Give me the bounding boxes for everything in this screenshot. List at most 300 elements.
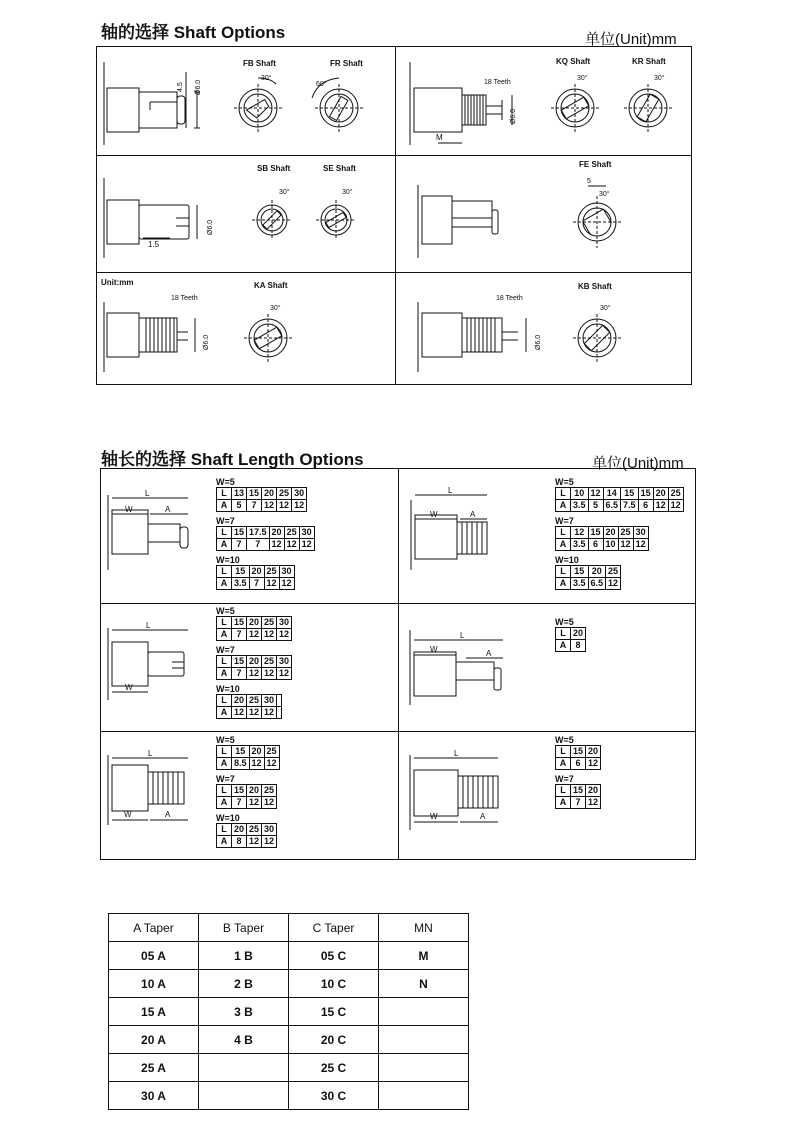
taper-cell: 20 A <box>109 1026 199 1054</box>
table-row <box>217 656 292 668</box>
taper-cell: 3 B <box>199 998 289 1026</box>
sb-angle-label: 30° <box>279 189 290 196</box>
row-key: L <box>556 566 571 578</box>
value-cell: 6 <box>588 539 603 551</box>
kr-angle-label: 30° <box>654 75 665 82</box>
value-cell: 12 <box>247 668 262 680</box>
taper-cell <box>379 998 469 1026</box>
value-cell: 20 <box>586 746 601 758</box>
value-cell: 12 <box>277 668 292 680</box>
taper-cell <box>379 1026 469 1054</box>
value-cell: 12 <box>279 578 294 590</box>
length-table-block <box>216 774 280 809</box>
value-cell: 12 <box>232 707 247 719</box>
table-row <box>556 797 601 809</box>
value-cell: 30 <box>279 566 294 578</box>
length-table-block <box>216 606 292 641</box>
taper-cell: 05 C <box>289 942 379 970</box>
value-cell: 8 <box>571 640 586 652</box>
length-table-block <box>216 477 315 512</box>
kb-angle-label: 30° <box>600 305 611 312</box>
row-key: L <box>217 695 232 707</box>
width-label: W=7 <box>216 645 235 655</box>
taper-cell: M <box>379 942 469 970</box>
value-cell: 20 <box>571 628 586 640</box>
value-cell: 12 <box>247 836 262 848</box>
value-cell: 30 <box>262 824 277 836</box>
kb-dia-label: Ø6.0 <box>535 334 542 350</box>
length-table-block <box>555 774 601 809</box>
table-row <box>109 1082 469 1110</box>
width-label: W=10 <box>216 813 240 823</box>
kq-dia-label: Ø6.0 <box>510 108 517 124</box>
row-key: A <box>556 578 571 590</box>
g1-a-label: A <box>165 505 171 514</box>
table-row <box>556 578 621 590</box>
value-cell: 6 <box>571 758 586 770</box>
table-row <box>217 629 292 641</box>
kq-angle-label: 30° <box>577 75 588 82</box>
row-key: A <box>217 668 232 680</box>
fr-shaft-label: FR Shaft <box>330 59 363 68</box>
width-label: W=7 <box>216 516 235 526</box>
value-cell: 10 <box>603 539 618 551</box>
value-cell: 20 <box>232 695 247 707</box>
row-key: A <box>217 758 232 770</box>
value-cell: 30 <box>633 527 648 539</box>
table-row <box>109 1054 469 1082</box>
taper-header: MN <box>379 914 469 942</box>
row-key: A <box>556 500 571 512</box>
value-cell: 12 <box>588 488 603 500</box>
value-cell: 7 <box>232 668 247 680</box>
fb-height-label: 4.5 <box>177 82 184 92</box>
taper-cell: 2 B <box>199 970 289 998</box>
table-row <box>217 539 315 551</box>
value-cell: 12 <box>606 578 621 590</box>
se-angle-label: 30° <box>342 189 353 196</box>
fe-side-view <box>418 185 498 258</box>
length-table <box>555 487 684 512</box>
value-cell: 3.5 <box>232 578 250 590</box>
value-cell: 25 <box>264 566 279 578</box>
value-cell: 12 <box>586 797 601 809</box>
kq-shaft-label: KQ Shaft <box>556 57 591 66</box>
kr-shaft-view <box>624 84 672 132</box>
row-key: A <box>556 539 571 551</box>
value-cell: 12 <box>264 758 279 770</box>
taper-cell: 10 A <box>109 970 199 998</box>
value-cell: 12 <box>284 539 299 551</box>
value-cell: 12 <box>262 707 277 719</box>
value-cell: 12 <box>277 629 292 641</box>
value-cell: 8 <box>232 836 247 848</box>
g1-shaft-drawing <box>108 495 188 570</box>
value-cell: 15 <box>232 527 247 539</box>
fe-shaft-label: FE Shaft <box>579 160 612 169</box>
length-group-6 <box>555 735 601 813</box>
length-table <box>216 655 292 680</box>
value-cell <box>277 695 282 707</box>
table-row <box>217 836 277 848</box>
width-label: W=5 <box>216 735 235 745</box>
g1-l-label: L <box>145 489 150 498</box>
value-cell: 7 <box>247 500 262 512</box>
value-cell: 14 <box>603 488 621 500</box>
value-cell: 15 <box>638 488 653 500</box>
row-key: L <box>217 566 232 578</box>
value-cell: 12 <box>262 668 277 680</box>
value-cell: 7 <box>232 629 247 641</box>
value-cell: 25 <box>277 488 292 500</box>
width-label: W=10 <box>216 555 240 565</box>
table-row <box>556 566 621 578</box>
length-options-title: 轴长的选择 Shaft Length Options <box>101 450 364 469</box>
length-table <box>555 565 621 590</box>
value-cell: 12 <box>292 500 307 512</box>
g4-w-label: W <box>430 645 438 654</box>
taper-table <box>108 913 469 1110</box>
value-cell: 20 <box>247 656 262 668</box>
length-table-block <box>216 645 292 680</box>
row-key: L <box>217 488 232 500</box>
value-cell: 12 <box>247 629 262 641</box>
width-label: W=5 <box>555 617 574 627</box>
row-key: L <box>217 617 232 629</box>
value-cell: 7 <box>247 539 270 551</box>
g5-shaft-drawing <box>108 755 188 825</box>
value-cell: 3.5 <box>571 539 589 551</box>
table-row <box>217 500 307 512</box>
value-cell: 5 <box>232 500 247 512</box>
width-label: W=5 <box>555 735 574 745</box>
length-table <box>216 784 277 809</box>
ka-side-view <box>104 302 195 372</box>
value-cell: 12 <box>299 539 314 551</box>
sb-shaft-view <box>252 200 292 240</box>
value-cell: 7 <box>571 797 586 809</box>
g5-w-label: W <box>124 810 132 819</box>
row-key: L <box>556 488 571 500</box>
value-cell: 25 <box>284 527 299 539</box>
value-cell: 12 <box>269 539 284 551</box>
taper-cell: 25 C <box>289 1054 379 1082</box>
row-key: L <box>217 527 232 539</box>
table-row <box>217 617 292 629</box>
taper-cell: 25 A <box>109 1054 199 1082</box>
kb-shaft-view <box>573 314 621 362</box>
value-cell: 7 <box>232 797 247 809</box>
unit-mm-label: Unit:mm <box>101 278 134 287</box>
value-cell: 6 <box>638 500 653 512</box>
g5-a-label: A <box>165 810 171 819</box>
table-row <box>217 758 280 770</box>
row-key: L <box>217 656 232 668</box>
taper-cell: 1 B <box>199 942 289 970</box>
value-cell: 12 <box>262 629 277 641</box>
fe-shaft-view <box>573 186 621 248</box>
value-cell: 25 <box>668 488 683 500</box>
width-label: W=5 <box>555 477 574 487</box>
value-cell: 15 <box>232 617 247 629</box>
length-table <box>216 616 292 641</box>
row-key: L <box>556 785 571 797</box>
row-key: L <box>556 527 571 539</box>
length-table <box>216 745 280 770</box>
value-cell: 15 <box>232 785 247 797</box>
value-cell: 7 <box>232 539 247 551</box>
value-cell: 20 <box>249 746 264 758</box>
value-cell: 12 <box>262 797 277 809</box>
value-cell: 8.5 <box>232 758 250 770</box>
table-row <box>217 695 282 707</box>
kb-teeth-label: 18 Teeth <box>496 295 523 302</box>
se-shaft-label: SE Shaft <box>323 164 356 173</box>
ka-shaft-view <box>244 314 292 362</box>
shaft-options-title: 轴的选择 Shaft Options <box>101 23 286 42</box>
value-cell: 12 <box>264 578 279 590</box>
length-table <box>555 627 586 652</box>
length-options-unit: 单位(Unit)mm <box>592 455 684 472</box>
row-key: A <box>556 640 571 652</box>
width-label: W=5 <box>216 477 235 487</box>
value-cell: 30 <box>292 488 307 500</box>
length-table-block <box>555 555 684 590</box>
table-row <box>217 707 282 719</box>
length-table <box>555 526 649 551</box>
table-row <box>556 758 601 770</box>
taper-cell: 30 C <box>289 1082 379 1110</box>
taper-cell <box>379 1082 469 1110</box>
taper-cell: 15 A <box>109 998 199 1026</box>
table-row <box>217 488 307 500</box>
row-key: L <box>556 628 571 640</box>
value-cell: 15 <box>232 566 250 578</box>
ka-dia-label: Ø6.0 <box>203 334 210 350</box>
value-cell: 5 <box>588 500 603 512</box>
taper-cell: 15 C <box>289 998 379 1026</box>
value-cell: 20 <box>269 527 284 539</box>
table-row <box>556 539 649 551</box>
table-row <box>556 640 586 652</box>
kq-shaft-view <box>551 84 599 132</box>
row-key: A <box>217 836 232 848</box>
width-label: W=10 <box>216 684 240 694</box>
table-row <box>556 527 649 539</box>
fe-width-label: 5 <box>587 178 591 185</box>
value-cell: 7 <box>249 578 264 590</box>
fr-angle-label: 60° <box>316 81 327 88</box>
fb-angle-label: 30° <box>261 75 272 82</box>
kr-shaft-label: KR Shaft <box>632 57 666 66</box>
value-cell: 3.5 <box>571 578 589 590</box>
value-cell: 25 <box>264 746 279 758</box>
value-cell: 15 <box>232 656 247 668</box>
table-row <box>109 942 469 970</box>
taper-cell: 05 A <box>109 942 199 970</box>
kb-side-view <box>418 302 526 372</box>
fe-angle-label: 30° <box>599 191 610 198</box>
g3-l-label: L <box>146 621 151 630</box>
length-table-block <box>216 684 292 719</box>
value-cell: 30 <box>262 695 277 707</box>
row-key: L <box>217 824 232 836</box>
ka-teeth-label: 18 Teeth <box>171 295 198 302</box>
length-group-1 <box>216 477 315 594</box>
taper-header: C Taper <box>289 914 379 942</box>
value-cell: 25 <box>618 527 633 539</box>
value-cell: 25 <box>262 617 277 629</box>
table-row <box>556 500 684 512</box>
taper-header: B Taper <box>199 914 289 942</box>
value-cell: 6.5 <box>603 500 621 512</box>
row-key: L <box>217 746 232 758</box>
row-key: A <box>217 629 232 641</box>
length-table <box>216 526 315 551</box>
sb-dia-label: Ø6.0 <box>207 219 214 235</box>
row-key: A <box>217 539 232 551</box>
length-table-block <box>555 477 684 512</box>
value-cell: 7.5 <box>621 500 639 512</box>
fb-dia-label: Ø6.0 <box>195 79 202 95</box>
value-cell: 20 <box>588 566 606 578</box>
value-cell: 12 <box>249 758 264 770</box>
table-row <box>217 746 280 758</box>
table-row <box>556 628 586 640</box>
fb-fr-side-view <box>104 62 200 145</box>
value-cell: 30 <box>277 656 292 668</box>
length-table-block <box>555 617 586 652</box>
value-cell: 15 <box>588 527 603 539</box>
g6-a-label: A <box>480 812 486 821</box>
table-row <box>217 566 295 578</box>
length-table <box>216 565 295 590</box>
value-cell: 15 <box>571 785 586 797</box>
value-cell: 25 <box>262 656 277 668</box>
taper-cell: 10 C <box>289 970 379 998</box>
ka-shaft-label: KA Shaft <box>254 281 288 290</box>
width-label: W=5 <box>216 606 235 616</box>
table-row <box>556 785 601 797</box>
g1-w-label: W <box>125 505 133 514</box>
value-cell: 20 <box>603 527 618 539</box>
shaft-options-drawing <box>0 0 790 400</box>
taper-cell <box>199 1082 289 1110</box>
value-cell: 12 <box>262 500 277 512</box>
value-cell <box>277 707 282 719</box>
row-key: A <box>217 500 232 512</box>
value-cell: 20 <box>262 488 277 500</box>
taper-cell <box>379 1054 469 1082</box>
value-cell: 12 <box>668 500 683 512</box>
width-label: W=7 <box>555 516 574 526</box>
length-table-block <box>216 735 280 770</box>
value-cell: 20 <box>653 488 668 500</box>
g2-w-label: W <box>430 510 438 519</box>
kq-kr-side-view <box>410 62 512 145</box>
row-key: A <box>217 797 232 809</box>
length-table <box>555 745 601 770</box>
g2-a-label: A <box>470 510 476 519</box>
g4-a-label: A <box>486 649 492 658</box>
value-cell: 15 <box>571 746 586 758</box>
kb-shaft-label: KB Shaft <box>578 282 612 291</box>
length-table-block <box>216 555 315 590</box>
shaft-options-unit: 单位(Unit)mm <box>585 31 677 48</box>
value-cell: 20 <box>247 617 262 629</box>
row-key: A <box>556 758 571 770</box>
value-cell: 15 <box>232 746 250 758</box>
taper-cell: N <box>379 970 469 998</box>
row-key: A <box>217 707 232 719</box>
row-key: L <box>217 785 232 797</box>
ka-angle-label: 30° <box>270 305 281 312</box>
value-cell: 20 <box>232 824 247 836</box>
taper-cell <box>199 1054 289 1082</box>
value-cell: 25 <box>606 566 621 578</box>
taper-header-row <box>109 914 469 942</box>
value-cell: 20 <box>247 785 262 797</box>
value-cell: 20 <box>586 785 601 797</box>
width-label: W=7 <box>216 774 235 784</box>
g2-shaft-drawing <box>411 495 487 570</box>
row-key: L <box>556 746 571 758</box>
sb-depth-label: 1.5 <box>148 240 160 249</box>
width-label: W=10 <box>555 555 579 565</box>
length-table <box>555 784 601 809</box>
value-cell: 15 <box>247 488 262 500</box>
value-cell: 12 <box>277 500 292 512</box>
g4-shaft-drawing <box>410 630 503 705</box>
value-cell: 25 <box>247 824 262 836</box>
table-row <box>217 797 277 809</box>
value-cell: 20 <box>249 566 264 578</box>
fb-shaft-label: FB Shaft <box>243 59 276 68</box>
g2-l-label: L <box>448 486 453 495</box>
table-row <box>217 668 292 680</box>
value-cell: 12 <box>247 707 262 719</box>
kq-m-label: M <box>436 133 443 142</box>
length-table-block <box>216 813 280 848</box>
length-table-block <box>555 735 601 770</box>
value-cell: 15 <box>571 566 589 578</box>
g3-shaft-drawing <box>108 628 188 700</box>
length-table <box>216 823 277 848</box>
table-row <box>217 578 295 590</box>
value-cell: 12 <box>633 539 648 551</box>
length-table-block <box>555 516 684 551</box>
length-group-2 <box>555 477 684 594</box>
taper-cell: 20 C <box>289 1026 379 1054</box>
value-cell: 12 <box>262 836 277 848</box>
se-shaft-view <box>316 200 356 240</box>
sb-shaft-label: SB Shaft <box>257 164 291 173</box>
row-key: A <box>217 578 232 590</box>
value-cell: 17.5 <box>247 527 270 539</box>
value-cell: 25 <box>262 785 277 797</box>
table-row <box>556 488 684 500</box>
length-group-5 <box>216 735 280 852</box>
value-cell: 13 <box>232 488 247 500</box>
length-table <box>216 694 282 719</box>
table-row <box>217 527 315 539</box>
g6-l-label: L <box>454 749 459 758</box>
length-group-3 <box>216 606 292 723</box>
value-cell: 12 <box>653 500 668 512</box>
value-cell: 12 <box>247 797 262 809</box>
fb-shaft-view <box>234 78 282 132</box>
kq-teeth-label: 18 Teeth <box>484 79 511 86</box>
